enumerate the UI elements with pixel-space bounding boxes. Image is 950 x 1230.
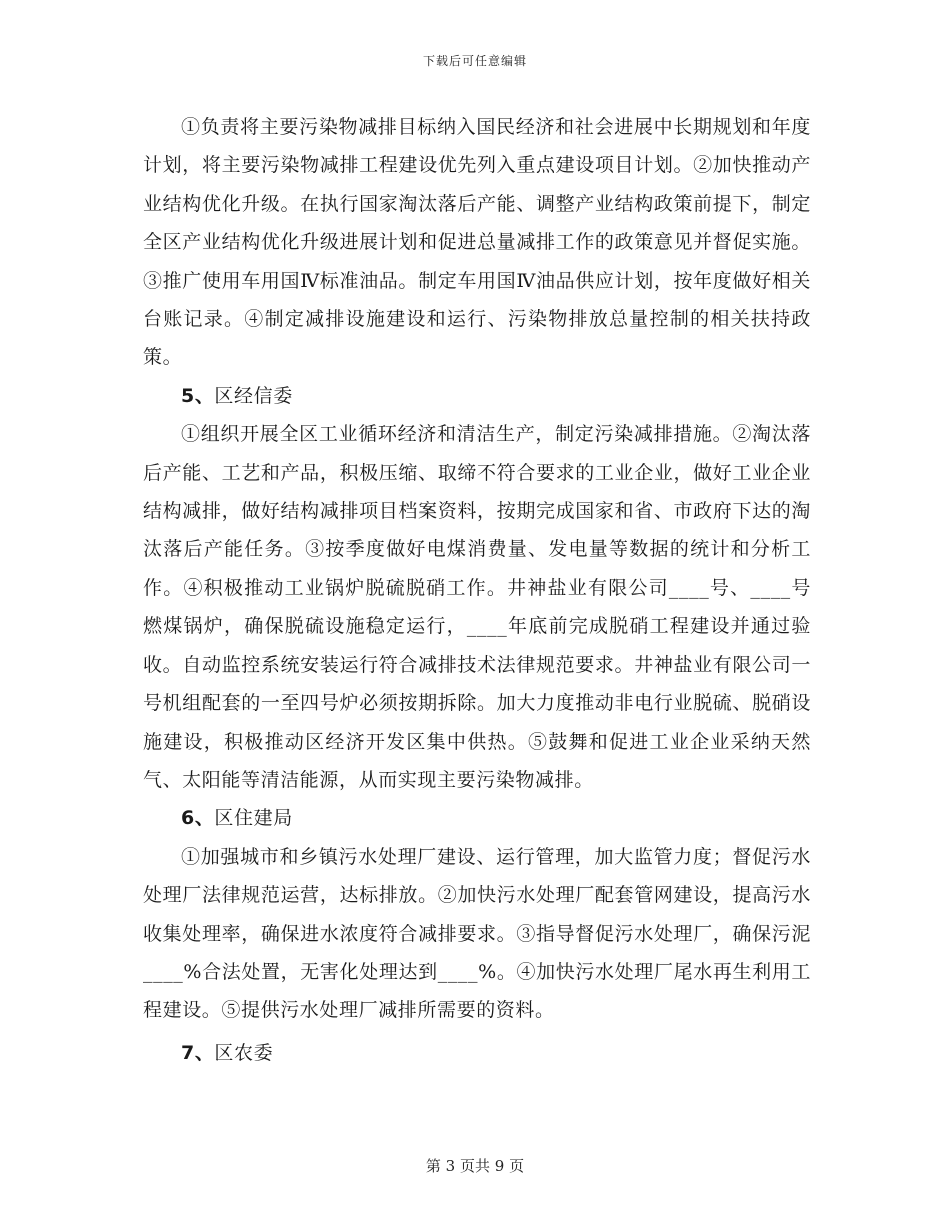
paragraph-economy-commission: ①组织开展全区工业循环经济和清洁生产，制定污染减排措施。②淘汰落后产能、工艺和产品，积极压缩、取缔不符合要求的工业企业，做好工业企业结构减排，做好结构减排项目档案资料，按期完成国家和省、市政府下达的淘汰落后产能任务。③按季度做好电煤消费量、发电量等数据的统计和分析工作。④积极推动工业锅炉脱硫脱硝工作。井神盐业有限公司____号、____号燃煤锅炉，确保脱硫设施稳定运行，____年底前完成脱硝工程建设并通过验收。自动监控系统安装运行符合减排技术法律规范要求。井神盐业有限公司一号机组配套的一至四号炉必须按期拆除。加大力度推动非电行业脱硫、脱硝设施建设，积极推动区经济开发区集中供热。⑤鼓舞和促进工业企业采纳天然气、太阳能等清洁能源，从而实现主要污染物减排。 — [143, 423, 811, 791]
paragraph-responsibilities-1: ①负责将主要污染物减排目标纳入国民经济和社会进展中长期规划和年度计划，将主要污染物减排工程建设优先列入重点建设项目计划。②加快推动产业结构优化升级。在执行国家淘汰落后产能、调整产业结构政策前提下，制定全区产业结构优化升级进展计划和促进总量减排工作的政策意见并督促实施。③推广使用车用国Ⅳ标准油品。制定车用国Ⅳ油品供应计划，按年度做好相关台账记录。④制定减排设施建设和运行、污染物排放总量控制的相关扶持政策。 — [143, 116, 811, 369]
section-heading-5 — [143, 377, 811, 415]
section-number: 6、 — [181, 807, 215, 830]
section-title: 区农委 — [214, 1041, 274, 1064]
section-title: 区住建局 — [214, 807, 293, 830]
page-header: 下载后可任意编辑 — [422, 54, 527, 68]
paragraph-housing-bureau: ①加强城市和乡镇污水处理厂建设、运行管理，加大监管力度；督促污水处理厂法律规范运营，达标排放。②加快污水处理厂配套管网建设，提高污水收集处理率，确保进水浓度符合减排要求。③指导督促污水处理厂，确保污泥____%合法处置，无害化处理达到____%。④加快污水处理厂尾水再生利用工程建设。⑤提供污水处理厂减排所需要的资料。 — [143, 845, 811, 1022]
document-body — [143, 108, 811, 1072]
section-number: 7、 — [181, 1041, 215, 1064]
page-footer: 第 3 页共 9 页 — [425, 1157, 525, 1175]
section-number: 5、 — [181, 384, 215, 407]
section-title: 区经信委 — [214, 384, 293, 407]
section-heading-6 — [143, 799, 811, 837]
section-heading-7 — [143, 1034, 811, 1072]
